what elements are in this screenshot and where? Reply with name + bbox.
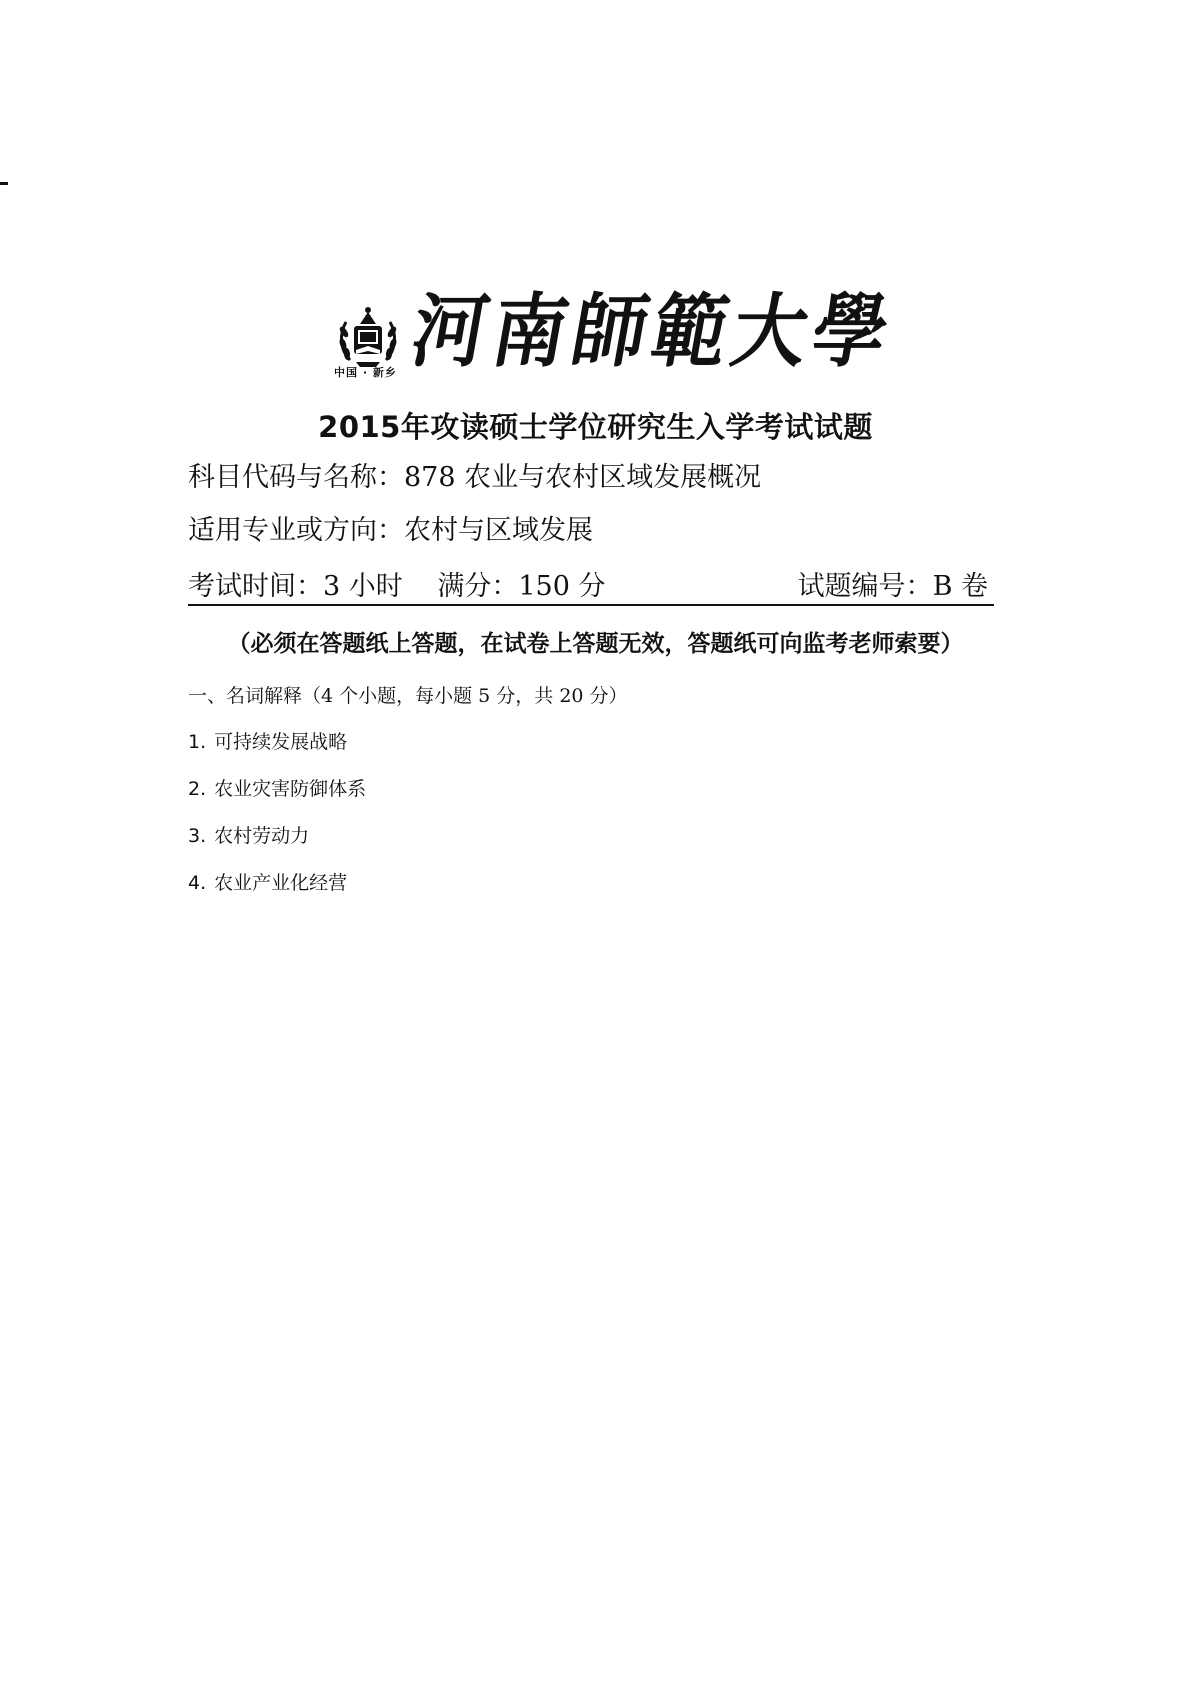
question-item: [188, 727, 347, 754]
question-text: 农业灾害防御体系: [214, 778, 367, 800]
question-number: 2.: [188, 778, 207, 800]
header-divider: [188, 604, 994, 606]
exam-title: 2015年攻读硕士学位研究生入学考试试题: [318, 410, 873, 444]
question-item: [188, 774, 366, 801]
question-item: [188, 868, 347, 895]
exam-meta-row: [188, 564, 988, 603]
major-label: 适用专业或方向：: [188, 515, 404, 546]
question-text: 农业产业化经营: [214, 872, 348, 894]
university-header: [334, 285, 902, 398]
answer-notice: （必须在答题纸上答题，在试卷上答题无效，答题纸可向监考老师索要）: [227, 631, 964, 657]
time-value: 3 小时: [323, 571, 403, 602]
scan-edge-mark: [0, 182, 8, 185]
major-value: 农村与区域发展: [404, 515, 593, 546]
score-label: 满分：: [437, 571, 519, 602]
paper-code-value: B 卷: [932, 571, 988, 602]
question-text: 可持续发展战略: [214, 731, 348, 753]
seal-caption: 中国 · 新乡: [334, 366, 397, 379]
subject-value: 878 农业与农村区域发展概况: [404, 462, 762, 493]
question-number: 1.: [188, 731, 207, 753]
subject-label: 科目代码与名称：: [188, 462, 404, 493]
university-name: 河南師範大學: [404, 285, 902, 379]
score-value: 150 分: [518, 571, 606, 602]
paper-code-label: 试题编号：: [797, 571, 933, 602]
subject-row: [188, 455, 761, 494]
paper-code: [798, 564, 988, 603]
section-heading: 一、名词解释（4 个小题，每小题 5 分，共 20 分）: [188, 685, 628, 707]
time-label: 考试时间：: [188, 571, 323, 602]
question-text: 农村劳动力: [214, 825, 310, 847]
question-number: 3.: [188, 825, 207, 847]
question-number: 4.: [188, 872, 207, 894]
question-item: [188, 821, 309, 848]
score-group: [437, 571, 605, 602]
major-row: [188, 508, 593, 547]
university-seal-icon: [336, 304, 400, 370]
